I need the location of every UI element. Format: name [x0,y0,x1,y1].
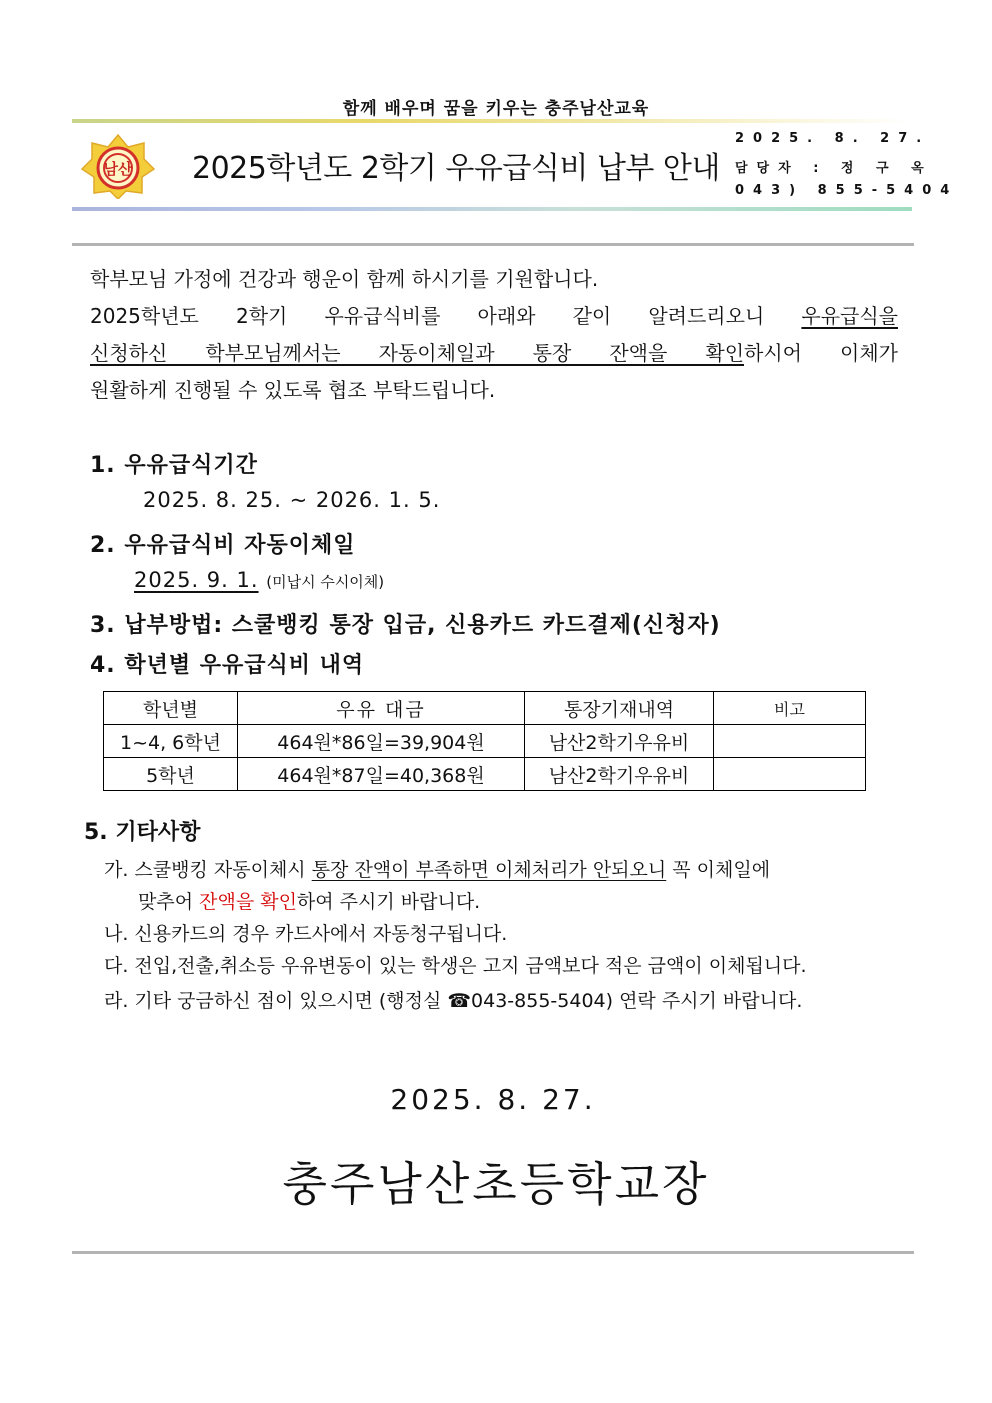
etc-item-a-cont: 맞추어 잔액을 확인하여 주시기 바랍니다. [138,891,481,913]
etc-item-a: 가. 스쿨뱅킹 자동이체시 통장 잔액이 부족하면 이체처리가 안되오니 꼭 이체일에 [104,859,771,881]
logo-text: 남산 [103,160,133,178]
footer-date: 2025. 8. 27. [390,1083,596,1116]
section-2-note: (미납시 수시이체) [266,573,385,591]
table-header-cell: 우유 대금 [238,692,525,725]
balance-check-highlight: 잔액을 확인 [199,891,297,913]
table-cell: 464원*86일=39,904원 [238,725,525,758]
intro-line-3: 신청하신 학부모님께서는 자동이체일과 통장 잔액을 확인하시어 이체가 [90,341,899,365]
table-cell: 1~4, 6학년 [104,725,238,758]
intro-line-2: 2025학년도 2학기 우유급식비를 아래와 같이 알려드리오니 우유급식을 [90,304,898,328]
section-4-title: 4. 학년별 우유급식비 내역 [90,653,365,678]
section-1-value: 2025. 8. 25. ~ 2026. 1. 5. [143,488,441,512]
table-header-row [104,692,866,725]
table-row [104,758,866,791]
table-header-cell: 비고 [714,692,866,725]
table-row [104,725,866,758]
table-cell [714,725,866,758]
table-cell: 남산2학기우유비 [525,725,714,758]
etc-item-b: 나. 신용카드의 경우 카드사에서 자동청구됩니다. [104,923,508,945]
table-header-cell: 학년별 [104,692,238,725]
table-cell: 남산2학기우유비 [525,758,714,791]
header-bottom-divider [72,207,912,211]
etc-item-c: 다. 전입,전출,취소등 우유변동이 있는 학생은 고지 금액보다 적은 금액이 이체됩니다. [104,955,807,977]
intro-line-4: 원활하게 진행될 수 있도록 협조 부탁드립니다. [90,378,496,402]
table-cell: 5학년 [104,758,238,791]
header-contact: 담당자 : 정 구 옥 [735,161,933,176]
bottom-rule [72,1251,914,1254]
table-cell [714,758,866,791]
intro-line-1: 학부모님 가정에 건강과 행운이 함께 하시기를 기원합니다. [90,267,599,291]
section-1-title: 1. 우유급식기간 [90,453,258,478]
section-2-value: 2025. 9. 1. (미납시 수시이체) [134,568,385,592]
section-5-title: 5. 기타사항 [84,820,201,845]
fee-table [103,691,866,791]
etc-item-d: 라. 기타 궁금하신 점이 있으시면 (행정실 ☎043-855-5404) 연락 주시기 바랍니다. [104,990,803,1012]
school-logo-icon [80,133,156,199]
top-rule [72,243,914,246]
header-phone: 043) 855-5404 [735,183,959,198]
table-cell: 464원*87일=40,368원 [238,758,525,791]
header-date: 2025. 8. 27. [735,131,931,146]
table-header-cell: 통장기재내역 [525,692,714,725]
section-2-title: 2. 우유급식비 자동이체일 [90,533,356,558]
page-title: 2025학년도 2학기 우유급식비 납부 안내 [192,151,720,186]
principal-signature: 충주남산초등학교장 [282,1157,710,1211]
header-top-divider [72,119,912,123]
section-3-title: 3. 납부방법: 스쿨뱅킹 통장 입금, 신용카드 카드결제(신청자) [90,613,721,638]
slogan: 함께 배우며 꿈을 키우는 충주남산교육 [342,99,650,119]
intro-paragraph [90,261,898,409]
